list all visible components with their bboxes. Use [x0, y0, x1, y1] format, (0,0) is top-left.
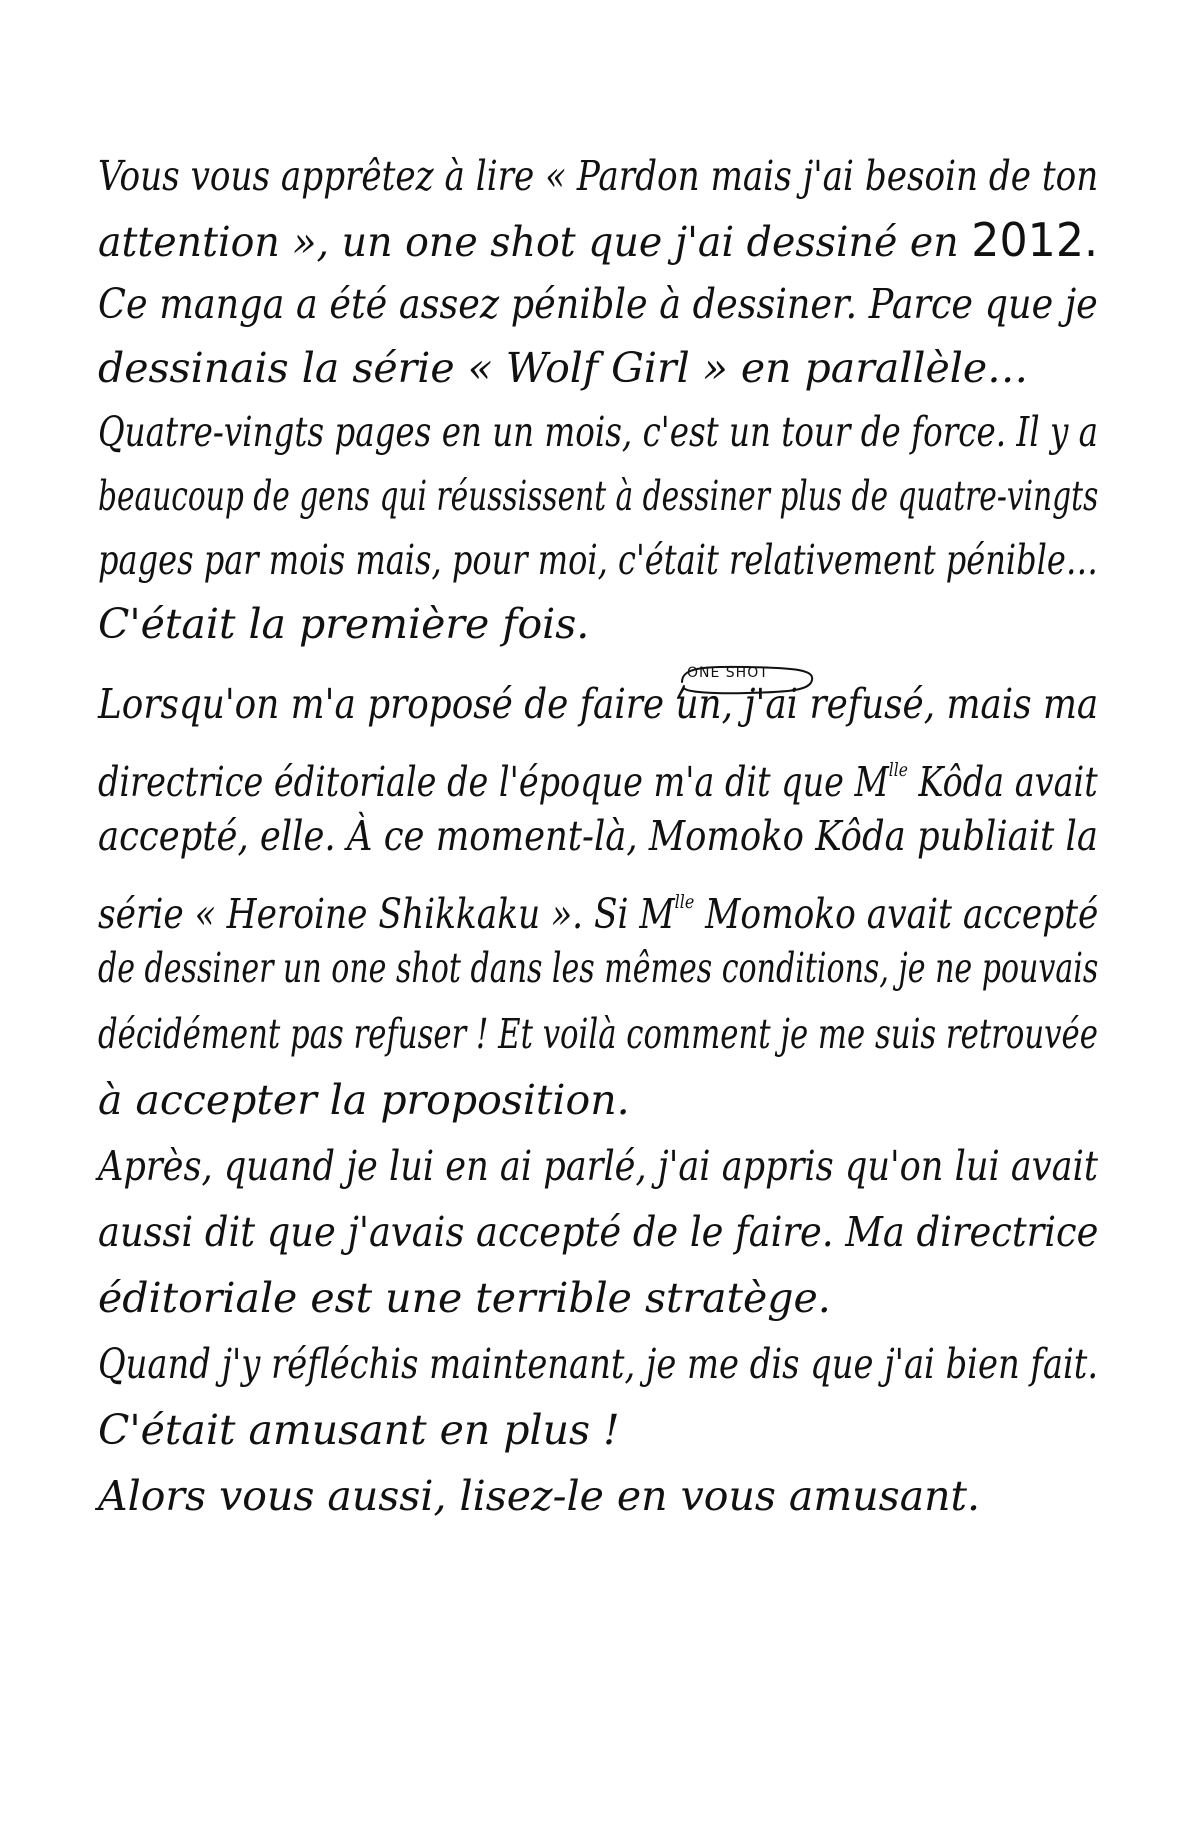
text-line: [98, 278, 1098, 330]
line-6: beaucoup de gens qui réussissent à dessiner plus de quatre-vingts: [98, 472, 1099, 520]
line-14: décidément pas refuser ! Et voilà comment je me suis retrouvée: [98, 1010, 1098, 1058]
text-line: [98, 744, 1098, 806]
line-10b: Kôda avait: [918, 758, 1098, 806]
year: 2012.: [971, 213, 1099, 267]
line-20: C'était amusant en plus !: [98, 1406, 620, 1454]
text-line: [98, 1140, 1098, 1192]
text-line: [98, 1470, 980, 1522]
line-5: Quatre-vingts pages en un mois, c'est un tour de force. Il y a: [98, 408, 1099, 456]
text-line: [98, 1008, 1098, 1060]
text-line: [98, 1206, 1098, 1258]
mlle-superscript: lle: [888, 759, 908, 781]
line-2: attention », un one shot que j'ai dessiné en: [98, 218, 959, 266]
text-line: [98, 534, 1098, 586]
text-line: [98, 1074, 630, 1126]
line-9: Lorsqu'on m'a proposé de faire un, j'ai refusé, mais ma: [98, 680, 1099, 728]
line-18: éditoriale est une terrible stratège.: [98, 1274, 831, 1322]
line-12a: série « Heroine Shikkaku ». Si M: [98, 890, 675, 938]
mlle-superscript: lle: [674, 891, 695, 913]
text-line: [98, 342, 1028, 394]
line-3: Ce manga a été assez pénible à dessiner. Parce que je: [98, 280, 1098, 328]
text-line: [98, 406, 1098, 458]
text-line: [98, 150, 1099, 202]
line-21: Alors vous aussi, lisez-le en vous amusant.: [98, 1472, 981, 1520]
line-17: aussi dit que j'avais accepté de le faire. Ma directrice: [98, 1208, 1099, 1256]
line-16: Après, quand je lui en ai parlé, j'ai appris qu'on lui avait: [98, 1142, 1098, 1190]
line-12b: Momoko avait accepté: [705, 890, 1099, 938]
line-13: de dessiner un one shot dans les mêmes conditions, je ne pouvais: [98, 944, 1099, 992]
line-7: pages par mois mais, pour moi, c'était relativement pénible…: [98, 536, 1098, 584]
text-line: [98, 942, 1098, 994]
text-line: [98, 214, 1098, 266]
line-1: Vous vous apprêtez à lire « Pardon mais j'ai besoin de ton: [98, 152, 1099, 200]
line-15: à accepter la proposition.: [98, 1076, 630, 1124]
text-line: [98, 1338, 1098, 1390]
line-10a: directrice éditoriale de l'époque m'a dit que M: [98, 758, 889, 806]
text-line: [98, 1404, 620, 1456]
text-line: [98, 810, 1098, 862]
line-8: C'était la première fois.: [98, 600, 590, 648]
line-4: dessinais la série « Wolf Girl » en parallèle…: [98, 344, 1029, 392]
one-shot-bubble-label: ONE SHOT: [687, 665, 769, 681]
text-line: [98, 678, 1098, 730]
text-line: [98, 876, 1099, 938]
line-19: Quand j'y réfléchis maintenant, je me dis que j'ai bien fait.: [98, 1340, 1099, 1388]
text-line: [98, 598, 589, 650]
line-11: accepté, elle. À ce moment-là, Momoko Kôda publiait la: [98, 812, 1098, 860]
text-line: [98, 1272, 831, 1324]
text-line: [98, 470, 1098, 522]
